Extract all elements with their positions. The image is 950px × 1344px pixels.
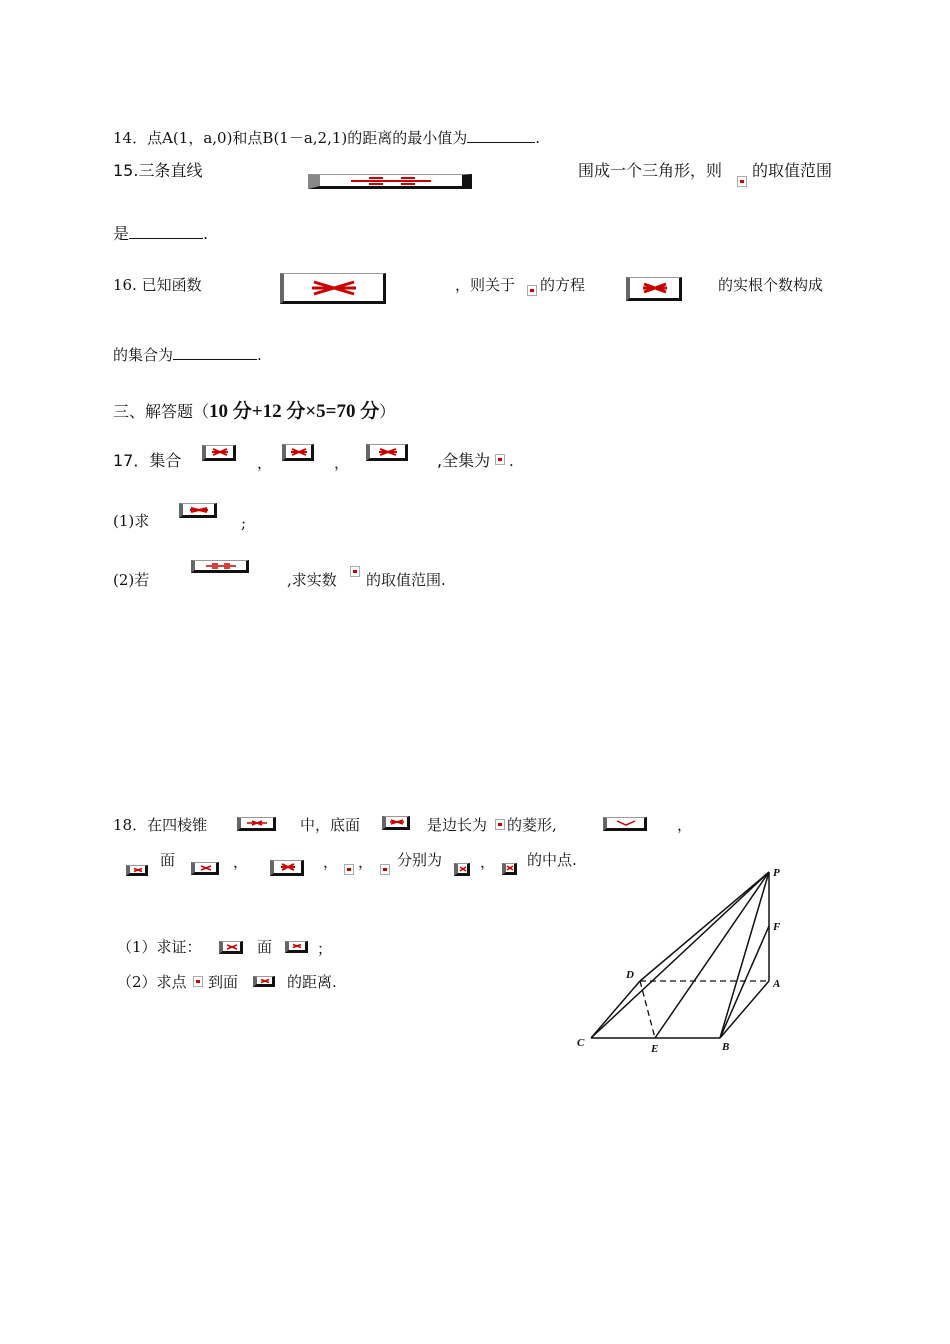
q18-part1-face: 面 xyxy=(257,938,273,956)
formula-placeholder-icon xyxy=(390,819,404,825)
q17-part2-end: 的取值范围. xyxy=(366,571,446,589)
label-F: F xyxy=(773,921,781,933)
label-C: C xyxy=(577,1037,585,1049)
q18-part2-prefix: （2）求点 xyxy=(117,973,187,991)
q18-point-f-icon xyxy=(380,864,390,875)
q18-mid2: 是边长为 xyxy=(427,816,488,834)
q18-part1-prefix: （1）求证： xyxy=(117,938,202,956)
q18-line2-sep2: ， xyxy=(358,853,374,871)
section-3-heading xyxy=(113,403,395,421)
q15-middle: 围成一个三角形，则 xyxy=(578,161,723,180)
formula-placeholder-icon xyxy=(281,863,295,871)
q17-end: . xyxy=(509,452,514,470)
formula-placeholder-icon xyxy=(200,865,212,871)
label-E: E xyxy=(651,1043,659,1055)
q16-mid: ，则关于 xyxy=(455,276,516,294)
edge-BP xyxy=(720,872,769,1038)
q18-part2-mid: 到面 xyxy=(208,973,239,991)
question-14 xyxy=(113,128,540,147)
section-3-score: 10 分+12 分×5=70 分 xyxy=(209,401,380,422)
q17-set-c-image xyxy=(366,444,408,461)
q17-part1-prefix: (1)求 xyxy=(113,512,150,530)
q17-set-b-image xyxy=(282,444,314,461)
formula-placeholder-icon xyxy=(310,280,358,296)
formula-placeholder-icon xyxy=(506,865,514,871)
vertex-labels xyxy=(577,867,781,1055)
q18-mid3: 的菱形, xyxy=(507,816,557,834)
q15-suffix: 的取值范围 xyxy=(752,161,833,180)
q17-part1-end: ; xyxy=(241,514,247,532)
formula-placeholder-icon xyxy=(459,866,467,872)
q18-line2-image-1 xyxy=(126,865,148,876)
q18-line2-comma-2: ， xyxy=(480,853,496,871)
formula-placeholder-icon xyxy=(616,820,636,826)
q15-line2 xyxy=(113,224,208,243)
q18-mid1: 中，底面 xyxy=(300,816,361,834)
q14-text: 14．点A(1，a,0)和点B(1－a,2,1)的距离的最小值为 xyxy=(113,129,468,147)
label-P: P xyxy=(773,867,780,879)
q18-line2-image-2 xyxy=(191,862,219,875)
q15-prefix: 15.三条直线 xyxy=(113,161,203,180)
q15-line2-text: 是 xyxy=(113,224,130,243)
formula-placeholder-icon xyxy=(212,448,228,456)
q17-comma-2: ， xyxy=(334,454,350,472)
formula-placeholder-icon xyxy=(351,176,431,186)
label-B: B xyxy=(722,1041,730,1053)
q18-line2-face: 面 xyxy=(160,851,176,869)
q16-function-image xyxy=(280,273,386,304)
q17-set-a-image xyxy=(202,445,236,461)
q18-part1-end: ； xyxy=(317,940,333,958)
q16-variable-icon xyxy=(527,285,537,296)
q15-answer-blank xyxy=(129,224,203,239)
q18-part1-image-2 xyxy=(285,941,308,953)
formula-placeholder-icon xyxy=(226,944,238,950)
formula-placeholder-icon xyxy=(379,448,397,456)
q15-end: . xyxy=(203,224,209,243)
q18-angle-image xyxy=(603,817,647,831)
edge-BA xyxy=(720,981,769,1038)
q18-line2-sep: ， xyxy=(323,853,339,871)
formula-placeholder-icon xyxy=(190,507,208,513)
q15-formula-image xyxy=(308,174,472,189)
formula-placeholder-icon xyxy=(133,867,143,872)
formula-placeholder-icon xyxy=(206,563,236,569)
q16-answer-blank xyxy=(173,345,257,360)
q18-part1-image-1 xyxy=(219,941,243,954)
q17-part2-suffix: ,求实数 xyxy=(287,571,337,589)
q15-variable-icon xyxy=(737,176,747,187)
q18-side-length-icon xyxy=(495,819,505,830)
q17-part2-variable-icon xyxy=(350,566,360,577)
q16-equation-image xyxy=(626,277,682,301)
q17-prefix: 17．集合 xyxy=(113,451,182,470)
formula-placeholder-icon xyxy=(260,978,270,983)
q18-base-image xyxy=(382,816,410,830)
q18-line2-mid: 分别为 xyxy=(397,851,443,869)
section-3-close: ） xyxy=(379,402,396,421)
formula-placeholder-icon xyxy=(642,282,668,294)
q18-prefix: 18．在四棱锥 xyxy=(113,816,208,834)
q16-prefix: 16. 已知函数 xyxy=(113,276,202,294)
formula-placeholder-icon xyxy=(292,944,302,949)
edge-BF xyxy=(720,926,769,1038)
q18-comma: ， xyxy=(677,816,693,834)
pyramid-edges xyxy=(591,872,769,1038)
formula-placeholder-icon xyxy=(291,448,307,456)
q17-part2-prefix: (2)若 xyxy=(113,571,150,589)
pyramid-hidden-edges xyxy=(640,981,769,1038)
label-D: D xyxy=(626,969,634,981)
q18-part2-image xyxy=(253,976,275,987)
q18-point-e-icon xyxy=(344,864,354,875)
q17-part2-formula-image xyxy=(191,560,249,573)
q14-answer-blank xyxy=(467,128,535,143)
q17-suffix: ,全集为 xyxy=(437,451,491,470)
label-A: A xyxy=(773,978,781,990)
q16-end: . xyxy=(257,346,262,364)
q18-part2-end: 的距离. xyxy=(287,973,337,991)
q17-universal-set-icon xyxy=(495,454,505,465)
section-3-label: 三、解答题（ xyxy=(113,402,210,421)
q16-line2-text: 的集合为 xyxy=(113,346,174,364)
edge-EP xyxy=(655,872,769,1038)
q16-line2 xyxy=(113,345,262,364)
q18-part2-point-icon xyxy=(193,976,203,987)
q16-mid2: 的方程 xyxy=(540,276,586,294)
q18-line2-image-4 xyxy=(454,863,470,876)
q16-suffix: 的实根个数构成 xyxy=(718,276,824,294)
q18-line2-image-5 xyxy=(502,863,517,875)
q18-pyramid-image xyxy=(237,817,276,831)
q18-line2-comma: ， xyxy=(233,853,249,871)
formula-placeholder-icon xyxy=(247,820,267,826)
q17-part1-formula-image xyxy=(179,503,217,518)
pyramid-figure xyxy=(570,860,800,1060)
q14-end: . xyxy=(535,129,541,147)
q17-comma-1: ， xyxy=(257,454,273,472)
q18-line2-end: 的中点. xyxy=(527,851,577,869)
q18-line2-image-3 xyxy=(270,860,304,876)
edge-CD xyxy=(591,981,640,1038)
